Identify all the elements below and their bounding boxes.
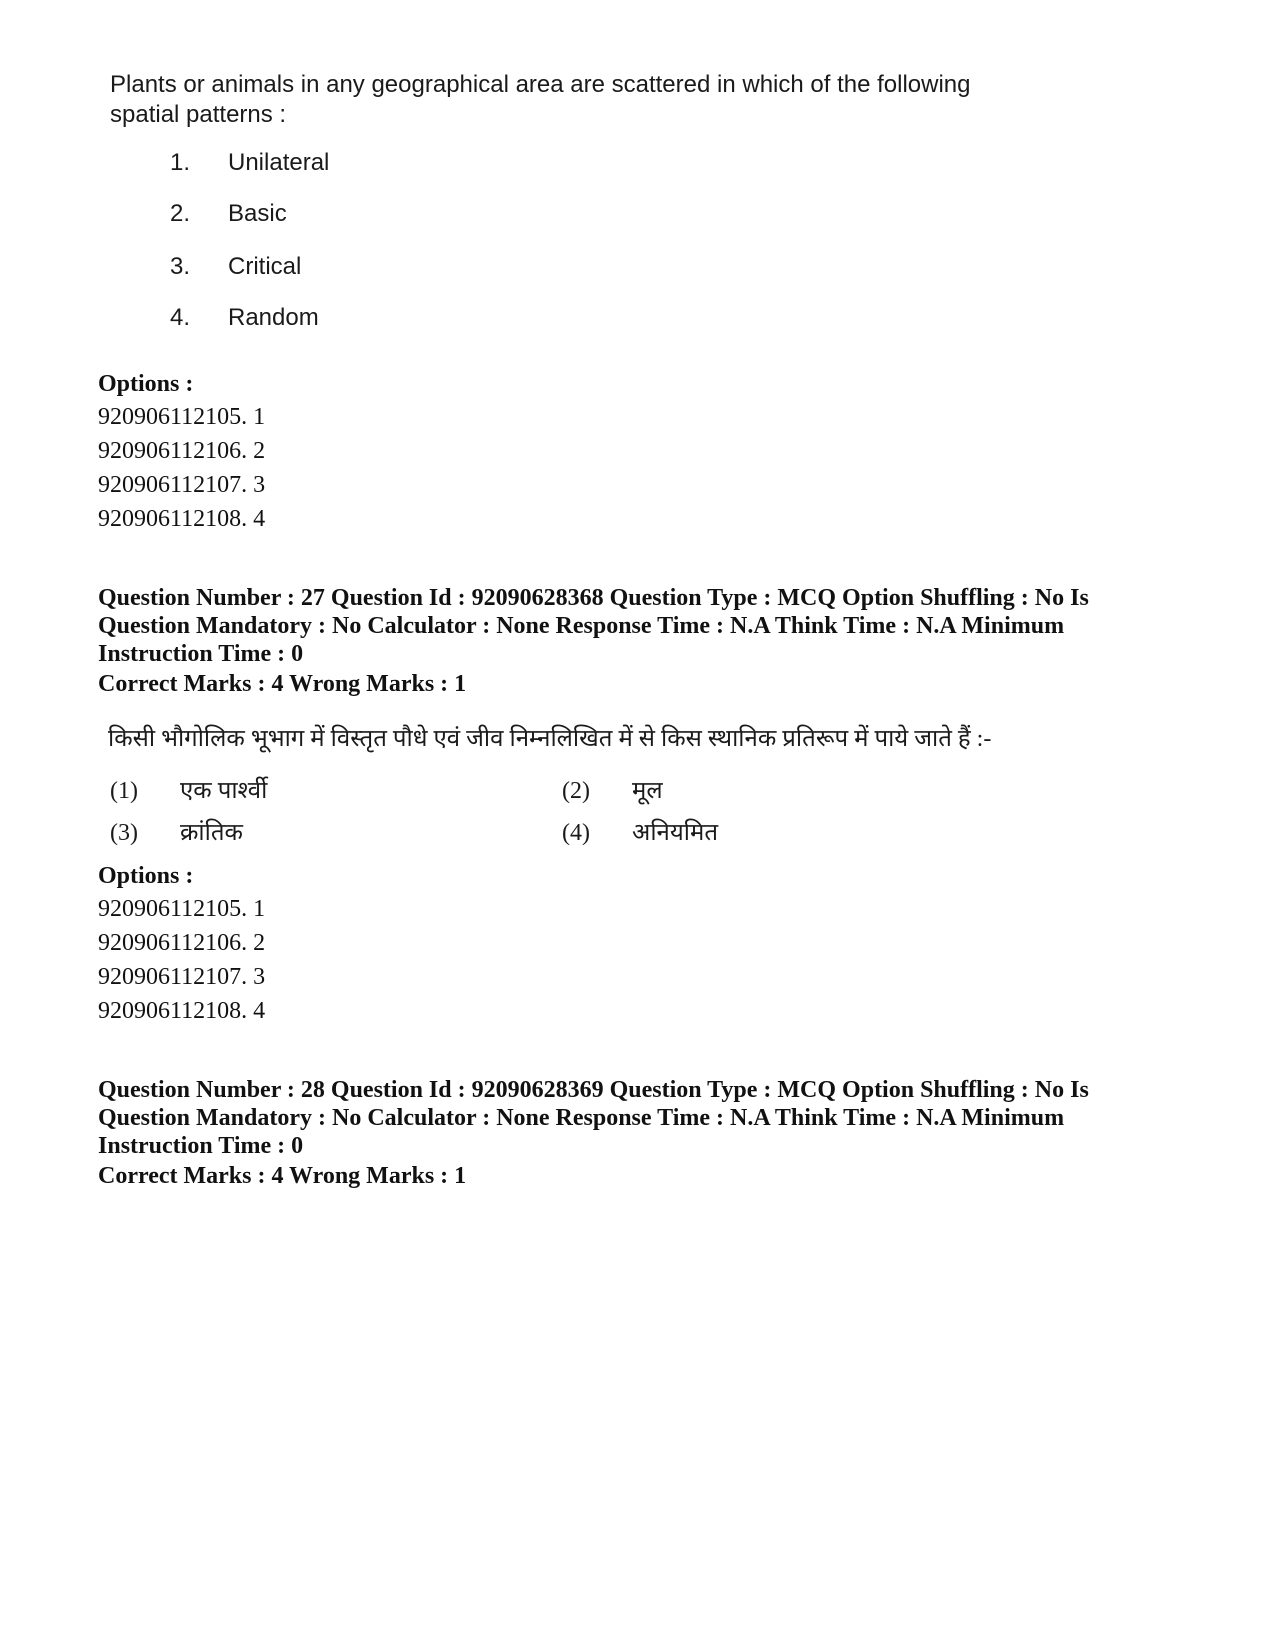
option-number: (2): [562, 778, 590, 804]
option-number: (1): [110, 778, 138, 804]
option-number: (3): [110, 820, 138, 846]
option-number: 3.: [170, 253, 191, 280]
question-27-header: Question Number : 27 Question Id : 92090628368 Question Type : MCQ Option Shuffling : No Is Question Mandatory : No Calculator : None Response Time : N.A Think Time : N.A Minimum Instruction Time : 0: [98, 585, 1089, 667]
option-text: एक पार्श्वी: [180, 778, 268, 804]
option-id-line: 920906112108. 4: [98, 506, 266, 532]
q27-hindi-option-3: [110, 818, 470, 848]
option-id-line: 920906112105. 1: [98, 404, 266, 430]
q27-hindi-option-1: [110, 776, 470, 806]
option-text: क्रांतिक: [180, 820, 243, 846]
option-id-line: 920906112105. 1: [98, 896, 266, 922]
options-heading: Options :: [98, 863, 194, 889]
option-text: अनियमित: [632, 820, 719, 846]
option-number: 4.: [170, 304, 191, 331]
q27-hindi-option-2: [562, 776, 922, 806]
option-id-line: 920906112106. 2: [98, 438, 266, 464]
option-id-line: 920906112107. 3: [98, 964, 266, 990]
option-number: (4): [562, 820, 590, 846]
question-27-hindi-text: किसी भौगोलिक भूभाग में विस्तृत पौधे एवं जीव निम्नलिखित में से किस स्थानिक प्रतिरूप में पाये जाते हैं :-: [108, 726, 992, 752]
q26-english-option-2: [170, 199, 570, 229]
question-28-marks: Correct Marks : 4 Wrong Marks : 1: [98, 1163, 467, 1189]
option-number: 1.: [170, 149, 191, 176]
option-id-line: 920906112108. 4: [98, 998, 266, 1024]
q26-english-option-3: [170, 252, 570, 282]
option-id-line: 920906112106. 2: [98, 930, 266, 956]
option-text: Unilateral: [228, 149, 330, 176]
question-26-english-text: Plants or animals in any geographical area are scattered in which of the following spatial patterns :: [110, 71, 971, 128]
question-27-marks: Correct Marks : 4 Wrong Marks : 1: [98, 671, 467, 697]
options-heading: Options :: [98, 371, 194, 397]
q26-options-list: [98, 368, 698, 536]
q26-english-option-4: [170, 303, 570, 333]
option-text: Critical: [228, 253, 302, 280]
q27-options-list: [98, 860, 698, 1028]
option-text: मूल: [632, 778, 663, 804]
option-number: 2.: [170, 200, 191, 227]
option-text: Basic: [228, 200, 287, 227]
question-28-header: Question Number : 28 Question Id : 92090628369 Question Type : MCQ Option Shuffling : No Is Question Mandatory : No Calculator : None Response Time : N.A Think Time : N.A Minimum Instruction Time : 0: [98, 1077, 1089, 1159]
q27-hindi-option-4: [562, 818, 922, 848]
q26-english-option-1: [170, 148, 570, 178]
option-id-line: 920906112107. 3: [98, 472, 266, 498]
option-text: Random: [228, 304, 319, 331]
